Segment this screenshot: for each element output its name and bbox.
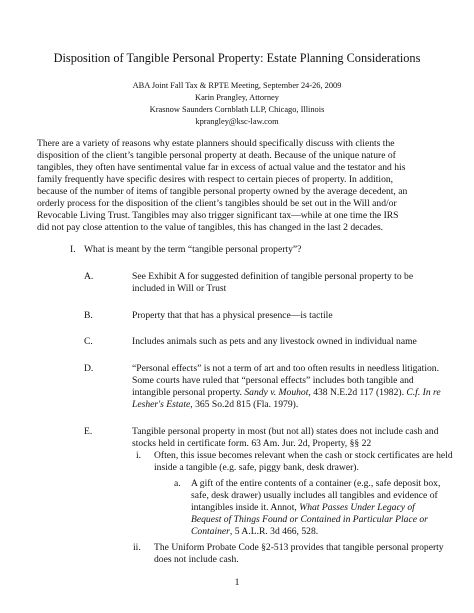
item-text: intangible personal property. — [132, 387, 245, 398]
intro-line: orderly process for the disposition of the client’s tangibles should be set out in the Will and/or — [37, 198, 397, 209]
item-marker: B. — [84, 310, 93, 321]
item-text: , 5 A.L.R. 3d 466, 528. — [229, 526, 319, 537]
item-marker: C. — [84, 336, 93, 347]
case-citation: Sandy v. Mouhot — [244, 387, 309, 398]
sub-item-line: A gift of the entire contents of a container (e.g., safe deposit box, — [191, 478, 441, 489]
section-marker: I. — [70, 244, 76, 255]
item-text: , 438 N.E.2d 117 (1982). — [308, 387, 407, 398]
item-marker: D. — [84, 363, 94, 374]
item-line: stocks held in certificate form. 63 Am. Jur. 2d, Property, §§ 22 — [132, 438, 372, 449]
page-number: 1 — [234, 577, 240, 588]
item-line: Includes animals such as pets and any livestock owned in individual name — [132, 336, 417, 347]
item-line: included in Will or Trust — [132, 283, 227, 294]
annotation-title: Container — [191, 526, 230, 537]
intro-line: did not pay close attention to the value of tangibles, this has changed in the last 2 decades. — [37, 222, 384, 233]
header-author: Karin Prangley, Attorney — [195, 93, 279, 102]
section-heading: What is meant by the term “tangible personal property”? — [84, 244, 302, 255]
item-text: intangibles inside it. Annot, — [191, 502, 300, 513]
item-marker: A. — [84, 271, 94, 282]
item-line: Some courts have ruled that “personal effects” includes both tangible and — [132, 375, 414, 386]
sub-item-line: safe, desk drawer) usually includes all tangibles and evidence of — [191, 490, 438, 501]
intro-line: because of the number of items of tangible personal property owned by the average decedent, an — [37, 186, 408, 197]
item-line — [132, 387, 441, 399]
sub-item-marker: a. — [174, 478, 181, 489]
header-firm: Krasnow Saunders Cornblath LLP, Chicago, Illinois — [149, 105, 325, 114]
intro-line: disposition of the client’s tangible personal property at death. Because of the unique nature of — [37, 150, 396, 161]
intro-line: There are a variety of reasons why estate planners should specifically discuss with clients the — [37, 138, 395, 149]
header-meeting: ABA Joint Fall Tax & RPTE Meeting, September 24-26, 2009 — [132, 81, 342, 90]
header-email: kprangley@ksc-law.com — [195, 117, 279, 126]
item-text: , 365 So.2d 815 (Fla. 1979). — [190, 399, 299, 410]
case-citation: C.f. In re — [406, 387, 441, 398]
annotation-title: Bequest of Things Found or Contained in Particular Place or — [191, 514, 428, 525]
item-line: See Exhibit A for suggested definition of tangible personal property to be — [132, 271, 414, 282]
sub-item-line: The Uniform Probate Code §2-513 provides that tangible personal property — [154, 542, 444, 553]
document-title: Disposition of Tangible Personal Property: Estate Planning Considerations — [53, 51, 421, 65]
sub-item-line — [191, 526, 318, 538]
sub-item-marker: i. — [136, 450, 142, 461]
item-marker: E. — [84, 426, 93, 437]
sub-item-line: does not include cash. — [154, 554, 239, 565]
intro-line: Revocable Living Trust. Tangibles may also trigger significant tax—while at one time the IRS — [37, 210, 399, 221]
sub-item-line: inside a tangible (e.g. safe, piggy bank, desk drawer). — [154, 462, 359, 473]
sub-item-marker: ii. — [133, 542, 141, 553]
annotation-title: What Passes Under Legacy of — [299, 502, 415, 513]
item-line: Property that that has a physical presence—is tactile — [132, 310, 333, 321]
sub-item-line — [191, 502, 415, 514]
item-line: Tangible personal property in most (but not all) states does not include cash and — [132, 426, 439, 437]
sub-item-line — [191, 514, 428, 526]
item-line: “Personal effects” is not a term of art and too often results in needless litigation. — [132, 363, 440, 374]
item-line — [132, 399, 298, 411]
sub-item-line: Often, this issue becomes relevant when the cash or stock certificates are held — [154, 450, 453, 461]
intro-line: family frequently have specific desires with respect to certain pieces of property. In addition, — [37, 174, 394, 185]
intro-line: tangibles, they often have sentimental value far in excess of actual value and the testator and his — [37, 162, 406, 173]
case-citation: Lesher's Estate — [132, 399, 191, 410]
